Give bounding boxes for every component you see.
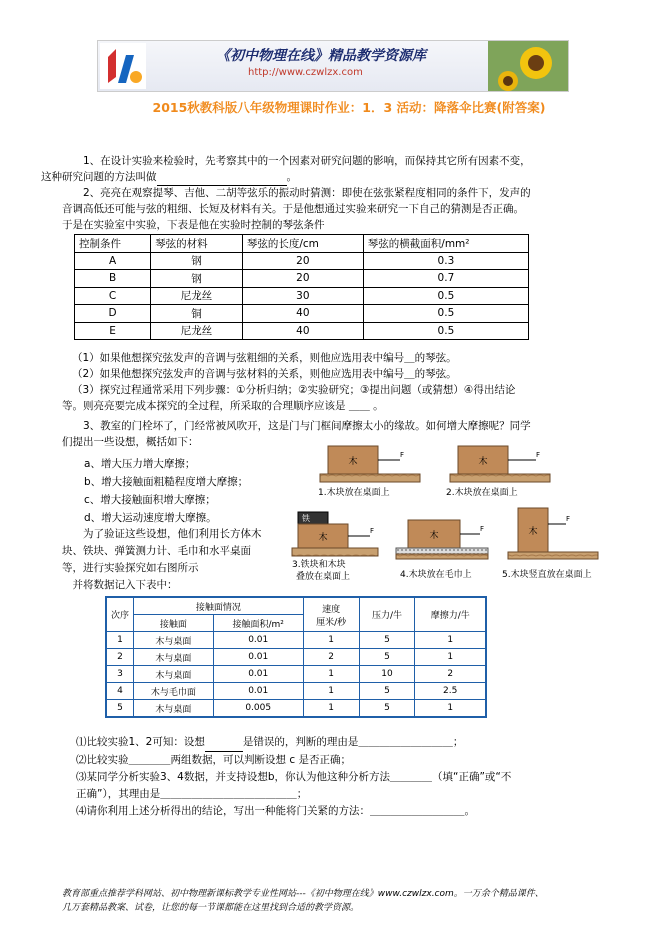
table-cell: E <box>75 322 151 340</box>
banner-url: http://www.czwlzx.com <box>248 67 363 78</box>
table-header: 琴弦的横截面积/mm² <box>363 235 528 253</box>
q2-sub-2: （2）如果他想探究弦发声的音调与弦材料的关系，则他应选用表中编号＿的琴弦。 <box>72 368 457 380</box>
table-cell: 1 <box>415 632 486 649</box>
site-logo-icon <box>100 43 146 89</box>
figure-caption: 叠放在桌面上 <box>296 572 351 582</box>
q3-ans-4: ⑷请你利用上述分析得出的结论，写出一种能将门关紧的方法：＿＿＿＿＿＿＿＿＿。 <box>76 805 475 817</box>
table-cell: 0.01 <box>213 632 303 649</box>
verify-line-4: 并将数据记入下表中： <box>72 579 178 591</box>
force-label: F <box>536 451 541 459</box>
hypothesis-b: b、增大接触面粗糙程度增大摩擦； <box>84 476 249 488</box>
table-cell: 1 <box>303 666 359 683</box>
figure-4 <box>396 520 488 580</box>
table-header: 控制条件 <box>75 235 151 253</box>
table-cell: 1 <box>303 700 359 718</box>
string-conditions-table <box>74 234 529 340</box>
block-label: 木 <box>478 457 488 467</box>
q3-ans-1-blank[interactable] <box>205 734 243 752</box>
iron-label: 铁 <box>302 514 310 523</box>
page-footer <box>62 887 602 915</box>
table-header-row <box>75 235 529 253</box>
table-cell: 1 <box>303 632 359 649</box>
table-row <box>106 683 486 700</box>
figure-caption: 4.木块放在毛巾上 <box>400 570 472 580</box>
figure-caption: 1.木块放在桌面上 <box>318 488 390 498</box>
question-3-answers <box>62 734 602 820</box>
table-row <box>75 287 529 305</box>
table-cell: 30 <box>242 287 363 305</box>
table-row <box>75 305 529 323</box>
table-cell: 5 <box>359 632 415 649</box>
q3-ans-3b: 正确”），其理由是＿＿＿＿＿＿＿＿＿＿＿＿＿； <box>76 788 308 800</box>
q2-line-1: 2、亮亮在观察提琴、吉他、二胡等弦乐的振动时猜测：即使在弦张紧程度相同的条件下，发声的 <box>83 187 531 199</box>
force-label: F <box>400 451 405 459</box>
table-header: 琴弦的长度/cm <box>242 235 363 253</box>
table-cell: 40 <box>242 305 363 323</box>
friction-experiment-figure <box>288 440 600 590</box>
q3-line-2: 们提出一些设想，概括如下： <box>62 436 199 448</box>
table-cell: D <box>75 305 151 323</box>
table-cell: 0.01 <box>213 683 303 700</box>
block-label: 木 <box>318 533 328 543</box>
figure-1 <box>318 446 420 498</box>
table-cell: 1 <box>106 632 134 649</box>
q2-line-3: 于是在实验室中实验，下表是他在实验时控制的琴弦条件 <box>62 219 325 231</box>
q3-ans-1b: 是错误的，判断的理由是＿＿＿＿＿＿＿＿＿； <box>242 736 464 748</box>
q1-text-3: 。 <box>286 171 297 183</box>
q3-ans-3: ⑶某同学分析实验3、4数据，并支持设想b，你认为他这种分析方法＿＿＿＿（填“正确”或“不 <box>76 771 512 783</box>
question-2 <box>62 185 602 233</box>
force-label: F <box>480 525 485 533</box>
force-label: F <box>370 527 375 535</box>
banner-title: 《初中物理在线》精品教学资源库 <box>216 48 426 64</box>
table-cell: 尼龙丝 <box>151 287 243 305</box>
q3-ans-2: ⑵比较实验＿＿＿＿两组数据，可以判断设想 c 是否正确； <box>76 754 351 766</box>
table-header: 接触面积/m² <box>213 615 303 632</box>
table-cell: 钢 <box>151 270 243 288</box>
q3-line-1: 3、教室的门栓坏了，门经常被风吹开，这是门与门框间摩擦太小的缘故。如何增大摩擦呢？同学 <box>83 420 531 432</box>
table-cell: 木与桌面 <box>134 649 214 666</box>
table-cell: 40 <box>242 322 363 340</box>
block-label: 木 <box>528 527 538 537</box>
table-cell: 4 <box>106 683 134 700</box>
table-cell: 2 <box>106 649 134 666</box>
table-cell: 0.5 <box>363 305 528 323</box>
footer-line-2: 几万套精品教案、试卷，让您的每一节课都能在这里找到合适的教学资源。 <box>62 903 360 913</box>
table-row <box>75 252 529 270</box>
block-label: 木 <box>429 531 439 541</box>
table-cell: B <box>75 270 151 288</box>
table-header: 接触面情况 <box>134 597 304 615</box>
verify-text <box>62 526 292 594</box>
figure-caption: 2.木块放在桌面上 <box>446 488 518 498</box>
table-cell: 0.01 <box>213 666 303 683</box>
block-label: 木 <box>348 457 358 467</box>
table-cell: 木与桌面 <box>134 632 214 649</box>
footer-line-1: 教育部重点推荐学科网站、初中物理新课标教学专业性网站---《初中物理在线》www.czwlzx.com。一万余个精品课件、 <box>62 889 544 899</box>
table-cell: 木与桌面 <box>134 666 214 683</box>
table-cell: 3 <box>106 666 134 683</box>
table-row <box>106 700 486 718</box>
q2-sub-3: （3）探究过程通常采用下列步骤：①分析归纳；②实验研究；③提出问题（或猜想）④得出结论 <box>72 384 516 396</box>
figure-caption: 5.木块竖直放在桌面上 <box>502 570 592 580</box>
table-cell: C <box>75 287 151 305</box>
table-header-row <box>106 597 486 615</box>
table-cell: 1 <box>415 649 486 666</box>
verify-line-1: 为了验证这些设想，他们利用长方体木 <box>83 528 262 540</box>
figure-3 <box>292 512 378 582</box>
table-cell: 1 <box>415 700 486 718</box>
q3-ans-1: ⑴比较实验1、2可知：设想 <box>76 736 205 748</box>
table-header <box>303 597 359 632</box>
verify-line-3: 等，进行实验探究如右图所示 <box>62 562 199 574</box>
speed-header: 速度 <box>322 604 341 615</box>
hypotheses-list <box>84 455 314 527</box>
table-cell: 铜 <box>151 305 243 323</box>
force-label: F <box>566 515 571 523</box>
table-cell: 0.5 <box>363 322 528 340</box>
table-cell: 尼龙丝 <box>151 322 243 340</box>
q2-sub-3b: 等。则亮亮要完成本探究的全过程，所采取的合理顺序应该是 ＿＿ 。 <box>62 400 384 412</box>
q1-answer-blank[interactable] <box>157 169 287 186</box>
table-row <box>75 270 529 288</box>
table-cell: 0.005 <box>213 700 303 718</box>
sunflower-icon <box>488 41 568 91</box>
table-cell: 20 <box>242 270 363 288</box>
q2-line-2: 音调高低还可能与弦的粗细、长短及材料有关。于是他想通过实验来研究一下自己的猜测是否正确。 <box>62 203 524 215</box>
q1-text-2: 这种研究问题的方法叫做 <box>41 171 157 183</box>
hypothesis-c: c、增大接触面积增大摩擦； <box>84 494 216 506</box>
table-cell: 10 <box>359 666 415 683</box>
figure-caption: 3.铁块和木块 <box>292 560 346 570</box>
table-cell: 钢 <box>151 252 243 270</box>
table-header: 琴弦的材料 <box>151 235 243 253</box>
table-header: 压力/牛 <box>359 597 415 632</box>
figure-5 <box>502 508 598 580</box>
table-cell: 木与桌面 <box>134 700 214 718</box>
table-cell: 5 <box>359 700 415 718</box>
table-cell: 5 <box>359 649 415 666</box>
table-cell: 木与毛巾面 <box>134 683 214 700</box>
hypothesis-d: d、增大运动速度增大摩擦。 <box>84 512 217 524</box>
verify-line-2: 块、铁块、弹簧测力计、毛巾和水平桌面 <box>62 545 251 557</box>
table-header: 摩擦力/牛 <box>415 597 486 632</box>
figure-2 <box>446 446 550 498</box>
question-1 <box>41 153 602 186</box>
table-cell: 0.5 <box>363 287 528 305</box>
table-cell: 2 <box>415 666 486 683</box>
table-row <box>75 322 529 340</box>
table-cell: 1 <box>303 683 359 700</box>
table-cell: 2 <box>303 649 359 666</box>
table-row <box>106 632 486 649</box>
table-cell: 5 <box>359 683 415 700</box>
document-title: 2015秋教科版八年级物理课时作业：1．3 活动：降落伞比赛(附答案) <box>152 100 546 115</box>
friction-data-table <box>105 596 487 718</box>
table-row <box>106 666 486 683</box>
table-cell: 2.5 <box>415 683 486 700</box>
table-cell: 20 <box>242 252 363 270</box>
table-header: 次序 <box>106 597 134 632</box>
table-cell: 0.01 <box>213 649 303 666</box>
table-row <box>106 649 486 666</box>
table-cell: 5 <box>106 700 134 718</box>
speed-unit: 厘米/秒 <box>316 617 347 628</box>
table-cell: 0.7 <box>363 270 528 288</box>
header-banner <box>97 40 569 92</box>
question-2-subquestions <box>62 350 602 414</box>
q2-sub-1: （1）如果他想探究弦发声的音调与弦粗细的关系，则他应选用表中编号＿的琴弦。 <box>72 352 457 364</box>
table-cell: 0.3 <box>363 252 528 270</box>
table-header: 接触面 <box>134 615 214 632</box>
q1-text: 1、在设计实验来检验时，先考察其中的一个因素对研究问题的影响，而保持其它所有因素不变， <box>83 155 531 167</box>
hypothesis-a: a、增大压力增大摩擦； <box>84 458 196 470</box>
table-cell: A <box>75 252 151 270</box>
